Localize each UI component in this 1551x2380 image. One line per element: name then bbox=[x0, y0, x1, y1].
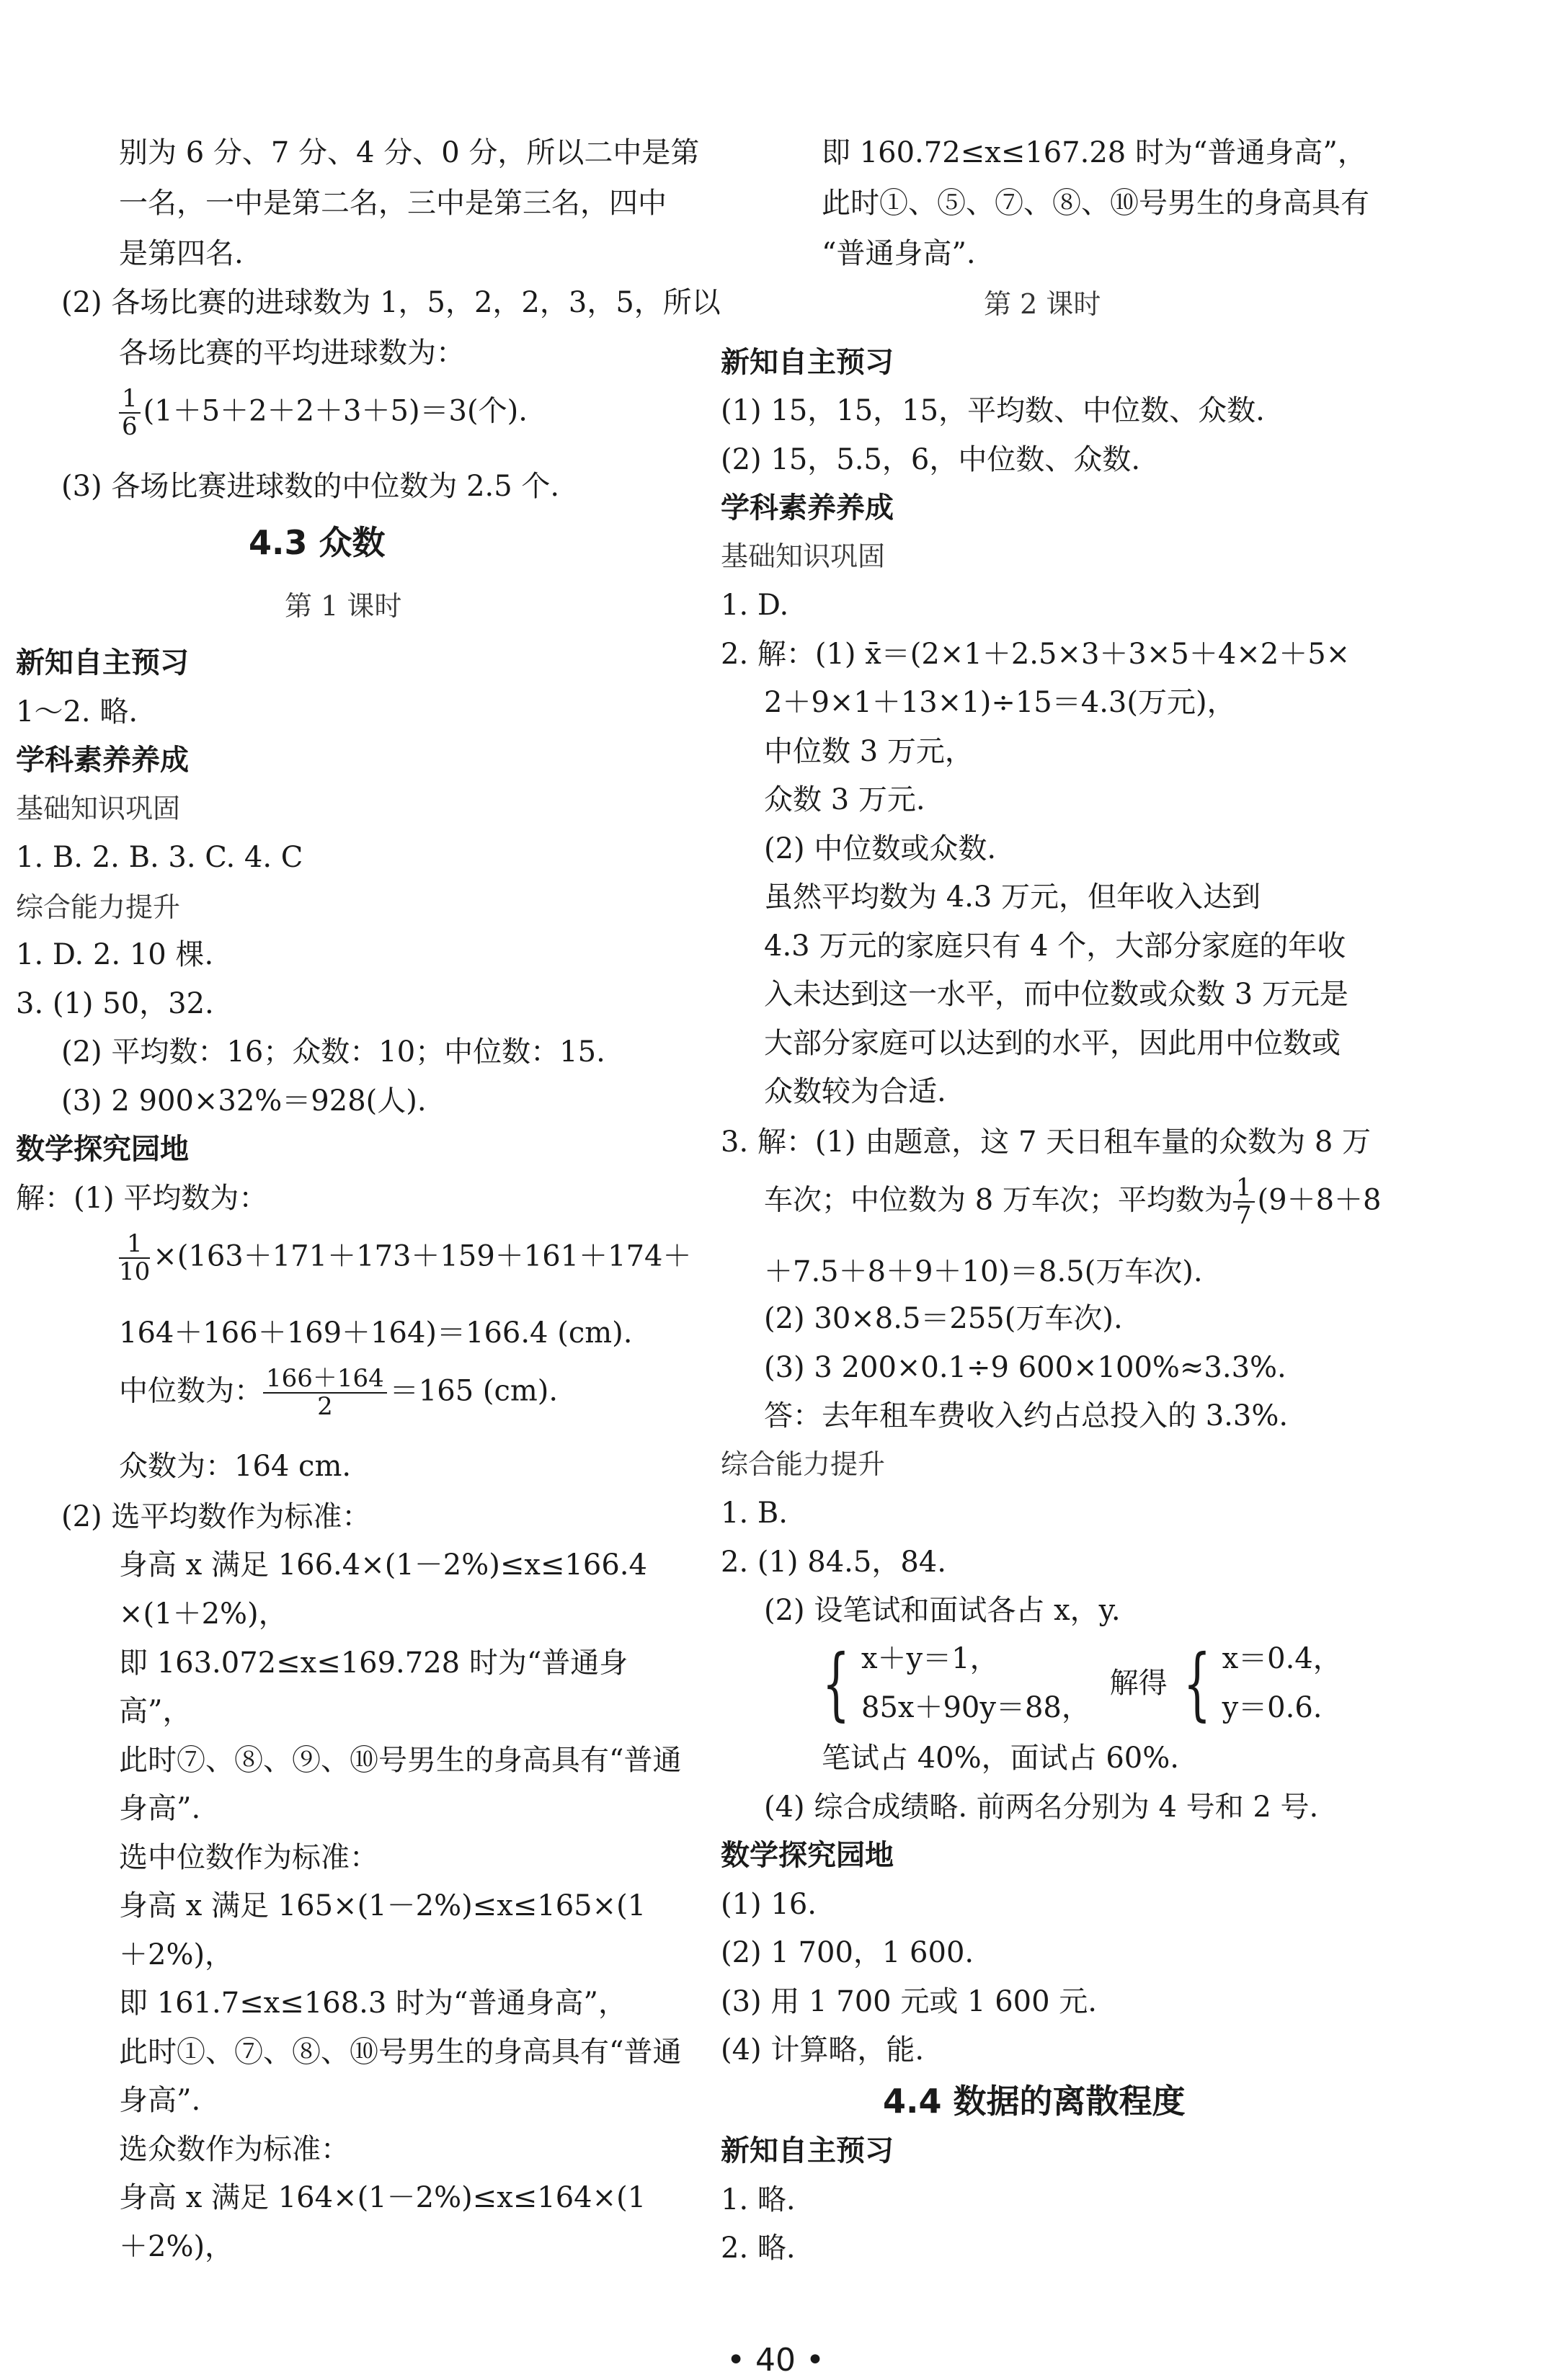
subheading-basic: 基础知识巩固 bbox=[16, 793, 181, 824]
heading-literacy: 学科素养养成 bbox=[721, 491, 894, 525]
brace-glyph: { bbox=[822, 1637, 850, 1729]
answer-line: 1. 略. bbox=[721, 2183, 796, 2216]
answer-line: (4) 综合成绩略. 前两名分别为 4 号和 2 号. bbox=[764, 1791, 1319, 1824]
section-title: 4.3 众数 bbox=[249, 523, 386, 562]
answer-line: 选众数作为标准： bbox=[119, 2133, 350, 2166]
answer-line: 笔试占 40%，面试占 60%. bbox=[822, 1742, 1179, 1775]
brace-glyph: { bbox=[1183, 1637, 1211, 1729]
equation-system: { x＋y＝1， 85x＋90y＝88， 解得 { x＝0.4， y＝0.6. bbox=[822, 1637, 1342, 1729]
lesson-title: 第 1 课时 bbox=[285, 590, 402, 622]
heading-explore: 数学探究园地 bbox=[16, 1133, 189, 1166]
formula-line: 车次；中位数为 8 万车次；平均数为 $\frac{1}{7}$ (9＋8＋8 bbox=[764, 1173, 1382, 1231]
fraction: $\frac{166+164}{2}$ bbox=[263, 1365, 387, 1421]
answer-line: 众数为：164 cm. bbox=[119, 1450, 352, 1483]
answer-line: 身高 x 满足 166.4×(1－2%)≤x≤166.4 bbox=[119, 1548, 647, 1582]
answer-line: 此时⑦、⑧、⑨、⑩号男生的身高具有“普通 bbox=[119, 1744, 682, 1777]
fraction: $\frac{1}{6}$ bbox=[119, 385, 141, 441]
answer-line: 即 161.7≤x≤168.3 时为“普通身高”， bbox=[119, 1987, 627, 2020]
answer-line: (2) 平均数：16；众数：10；中位数：15. bbox=[61, 1035, 605, 1069]
answer-line: (1) 16. bbox=[721, 1888, 817, 1921]
answer-line: 选中位数作为标准： bbox=[119, 1841, 378, 1874]
answer-line: (2) 15，5.5，6，中位数、众数. bbox=[721, 443, 1141, 476]
answer-line: 1. D. 2. 10 棵. bbox=[16, 938, 214, 971]
heading-literacy: 学科素养养成 bbox=[16, 744, 189, 777]
answer-line: 入未达到这一水平，而中位数或众数 3 万元是 bbox=[764, 978, 1348, 1011]
answer-line: 众数较为合适. bbox=[764, 1075, 946, 1108]
fraction: $\frac{1}{10}$ bbox=[119, 1229, 151, 1287]
answer-line: “普通身高”. bbox=[822, 237, 976, 270]
answer-line: 高”， bbox=[119, 1695, 192, 1728]
answer-line: (2) 选平均数作为标准： bbox=[61, 1500, 371, 1533]
answer-line: 3. 解：(1) 由题意，这 7 天日租车量的众数为 8 万 bbox=[721, 1126, 1372, 1159]
answer-line: (2) 中位数或众数. bbox=[764, 832, 997, 865]
heading-preview: 新知自主预习 bbox=[721, 346, 894, 379]
answer-line: 大部分家庭可以达到的水平，因此用中位数或 bbox=[764, 1027, 1341, 1060]
fraction: $\frac{1}{7}$ bbox=[1233, 1175, 1255, 1230]
answer-line: 中位数 3 万元， bbox=[764, 735, 974, 768]
answer-line: (2) 1 700，1 600. bbox=[721, 1936, 974, 1969]
answer-line: 各场比赛的平均进球数为： bbox=[119, 337, 465, 370]
answer-line: 4.3 万元的家庭只有 4 个，大部分家庭的年收 bbox=[764, 930, 1346, 963]
answer-line: (2) 30×8.5＝255(万车次). bbox=[764, 1302, 1123, 1335]
answer-line: 2. 解：(1) x̄＝(2×1＋2.5×3＋3×5＋4×2＋5× bbox=[721, 638, 1351, 671]
answer-line: 答：去年租车费收入约占总投入的 3.3%. bbox=[764, 1399, 1289, 1432]
section-title: 4.4 数据的离散程度 bbox=[883, 2082, 1186, 2121]
answer-line: (2) 设笔试和面试各占 x，y. bbox=[764, 1594, 1121, 1627]
subheading-basic: 基础知识巩固 bbox=[721, 540, 886, 572]
answer-line: (1) 15，15，15，平均数、中位数、众数. bbox=[721, 394, 1265, 427]
answer-line: 解：(1) 平均数为： bbox=[16, 1182, 268, 1215]
answer-line: 身高”. bbox=[119, 1792, 201, 1825]
answer-line: ＋2%)， bbox=[119, 2230, 234, 2263]
formula-line: $\frac{1}{6}$ (1＋5＋2＋2＋3＋5)＝3(个). bbox=[119, 385, 528, 441]
answer-line: (3) 3 200×0.1÷9 600×100%≈3.3%. bbox=[764, 1351, 1286, 1384]
answer-line: ×(1＋2%)， bbox=[119, 1597, 288, 1631]
answer-line: 即 160.72≤x≤167.28 时为“普通身高”， bbox=[822, 136, 1366, 169]
formula-line: 中位数为： $\frac{166+164}{2}$ ＝165 (cm). bbox=[119, 1364, 559, 1422]
answer-line: 此时①、⑦、⑧、⑩号男生的身高具有“普通 bbox=[119, 2036, 682, 2069]
heading-preview: 新知自主预习 bbox=[721, 2134, 894, 2167]
answer-line: 1. D. bbox=[721, 589, 789, 622]
answer-line: (2) 各场比赛的进球数为 1，5，2，2，3，5，所以 bbox=[61, 286, 721, 319]
answer-line: ＋7.5＋8＋9＋10)＝8.5(万车次). bbox=[764, 1255, 1203, 1288]
answer-line: 众数 3 万元. bbox=[764, 783, 925, 816]
answer-line: 虽然平均数为 4.3 万元，但年收入达到 bbox=[764, 881, 1261, 914]
heading-explore: 数学探究园地 bbox=[721, 1839, 894, 1872]
answer-line: 此时①、⑤、⑦、⑧、⑩号男生的身高具有 bbox=[822, 187, 1369, 220]
lesson-title: 第 2 课时 bbox=[984, 288, 1101, 320]
answer-line: 1. B. 2. B. 3. C. 4. C bbox=[16, 841, 303, 874]
answer-line: ＋2%)， bbox=[119, 1938, 234, 1971]
answer-line: 是第四名. bbox=[119, 237, 244, 270]
answer-line: (4) 计算略，能. bbox=[721, 2033, 925, 2067]
answer-line: 身高 x 满足 165×(1－2%)≤x≤165×(1 bbox=[119, 1889, 646, 1922]
formula-line: $\frac{1}{10}$ ×(163＋171＋173＋159＋161＋174＋ bbox=[119, 1229, 692, 1287]
answer-line: 一名，一中是第二名，三中是第三名，四中 bbox=[119, 187, 667, 220]
answer-line: (3) 各场比赛进球数的中位数为 2.5 个. bbox=[61, 470, 560, 503]
answer-line: (3) 2 900×32%＝928(人). bbox=[61, 1084, 427, 1118]
answer-line: 身高 x 满足 164×(1－2%)≤x≤164×(1 bbox=[119, 2181, 646, 2214]
answer-line: 即 163.072≤x≤169.728 时为“普通身 bbox=[119, 1646, 628, 1680]
answer-line: 2＋9×1＋13×1)÷15＝4.3(万元)， bbox=[764, 686, 1236, 719]
answer-line: 164＋166＋169＋164)＝166.4 (cm). bbox=[119, 1316, 633, 1350]
subheading-ability: 综合能力提升 bbox=[721, 1448, 886, 1480]
answer-line: 3. (1) 50，32. bbox=[16, 987, 214, 1020]
answer-line: 1. B. bbox=[721, 1497, 788, 1530]
answer-line: 1～2. 略. bbox=[16, 695, 138, 728]
heading-preview: 新知自主预习 bbox=[16, 646, 189, 679]
answer-line: 2. 略. bbox=[721, 2232, 796, 2265]
page-number: • 40 • bbox=[726, 2342, 825, 2379]
answer-line: 身高”. bbox=[119, 2084, 201, 2117]
answer-line: 别为 6 分、7 分、4 分、0 分，所以二中是第 bbox=[119, 136, 700, 169]
answer-line: 2. (1) 84.5，84. bbox=[721, 1546, 946, 1579]
subheading-ability: 综合能力提升 bbox=[16, 891, 181, 923]
answer-line: (3) 用 1 700 元或 1 600 元. bbox=[721, 1985, 1097, 2018]
